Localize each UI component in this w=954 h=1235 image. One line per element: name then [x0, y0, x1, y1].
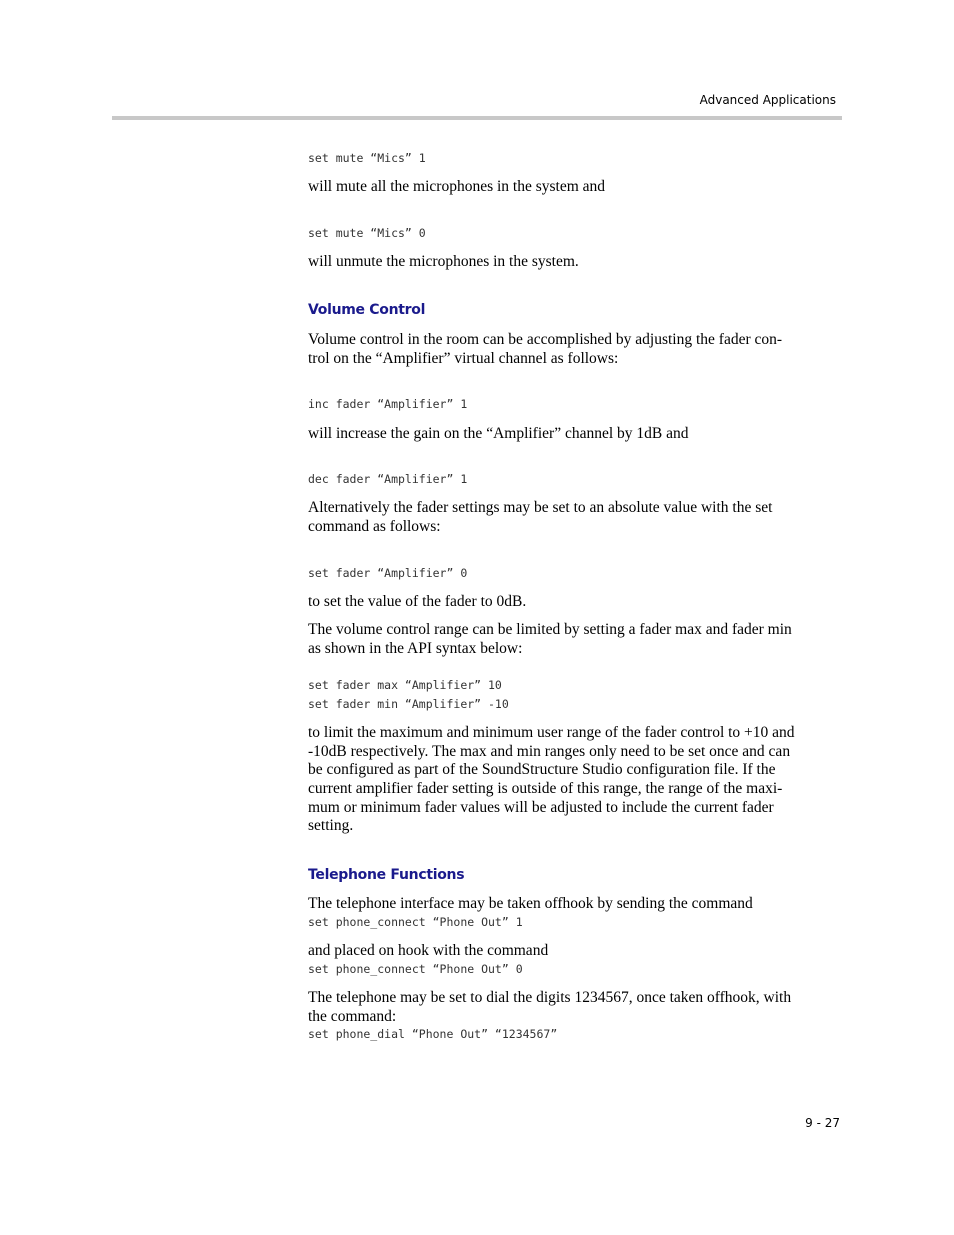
paragraph-limit-line4: current amplifier fader setting is outside of this range, the range of the maxi-: [308, 780, 783, 797]
paragraph-range-line2: as shown in the API syntax below:: [308, 640, 523, 657]
code-fader-max: set fader max “Amplifier” 10: [308, 678, 502, 692]
paragraph-onhook: and placed on hook with the command: [308, 942, 549, 959]
paragraph-alt-line2: command as follows:: [308, 518, 441, 535]
code-offhook: set phone_connect “Phone Out” 1: [308, 915, 523, 929]
heading-telephone-functions: Telephone Functions: [308, 867, 465, 883]
header-rule: [112, 116, 842, 120]
code-mute-on: set mute “Mics” 1: [308, 151, 426, 165]
paragraph-volume-line1: Volume control in the room can be accomplished by adjusting the fader con-: [308, 331, 783, 348]
code-mute-off: set mute “Mics” 0: [308, 226, 426, 240]
paragraph-limit-line6: setting.: [308, 817, 354, 834]
paragraph-mute-on: will mute all the microphones in the system and: [308, 178, 606, 195]
paragraph-set0: to set the value of the fader to 0dB.: [308, 593, 527, 610]
paragraph-inc: will increase the gain on the “Amplifier” channel by 1dB and: [308, 425, 689, 442]
code-onhook: set phone_connect “Phone Out” 0: [308, 962, 523, 976]
code-set-fader-0: set fader “Amplifier” 0: [308, 566, 468, 580]
paragraph-dial-line2: the command:: [308, 1008, 397, 1025]
paragraph-limit-line2: -10dB respectively. The max and min ranges only need to be set once and can: [308, 743, 791, 760]
running-header: Advanced Applications: [699, 93, 836, 107]
code-dec-fader: dec fader “Amplifier” 1: [308, 472, 468, 486]
code-inc-fader: inc fader “Amplifier” 1: [308, 397, 468, 411]
code-fader-min: set fader min “Amplifier” -10: [308, 697, 509, 711]
page-number: 9 - 27: [805, 1116, 840, 1130]
paragraph-volume-line2: trol on the “Amplifier” virtual channel as follows:: [308, 350, 619, 367]
paragraph-offhook: The telephone interface may be taken offhook by sending the command: [308, 895, 753, 912]
paragraph-dial-line1: The telephone may be set to dial the digits 1234567, once taken offhook, with: [308, 989, 792, 1006]
heading-volume-control: Volume Control: [308, 302, 426, 318]
code-dial: set phone_dial “Phone Out” “1234567”: [308, 1027, 558, 1041]
paragraph-range-line1: The volume control range can be limited by setting a fader max and fader min: [308, 621, 792, 638]
paragraph-alt-line1: Alternatively the fader settings may be set to an absolute value with the set: [308, 499, 773, 516]
paragraph-limit-line1: to limit the maximum and minimum user range of the fader control to +10 and: [308, 724, 795, 741]
paragraph-limit-line5: mum or minimum fader values will be adjusted to include the current fader: [308, 799, 774, 816]
paragraph-limit-line3: be configured as part of the SoundStructure Studio configuration file. If the: [308, 761, 776, 778]
paragraph-mute-off: will unmute the microphones in the system.: [308, 253, 579, 270]
